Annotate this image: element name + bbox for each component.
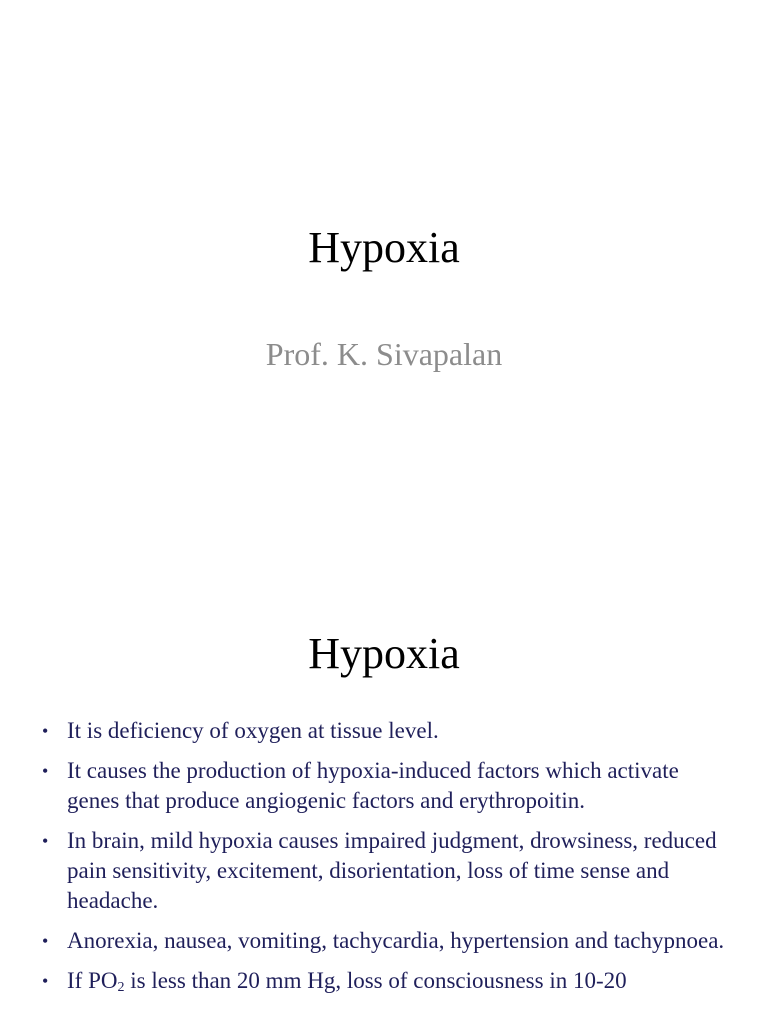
slide-title-heading: Hypoxia: [308, 223, 460, 272]
bullet-icon: •: [42, 721, 49, 741]
bullet-item: [42, 966, 732, 996]
bullet-text-prefix: If PO: [67, 968, 118, 993]
slide-content: [0, 576, 768, 1024]
bullet-icon: •: [42, 761, 49, 781]
bullet-text: It is deficiency of oxygen at tissue level.: [67, 718, 439, 743]
bullet-text: It causes the production of hypoxia-induced factors which activate genes that produce angiogenic factors and erythropoitin.: [67, 758, 679, 813]
bullet-icon: •: [42, 971, 49, 991]
bullet-item: [42, 756, 732, 816]
bullet-icon: •: [42, 931, 49, 951]
bullet-text-suffix: is less than 20 mm Hg, loss of consciousness in 10-20: [124, 968, 627, 993]
bullet-item: [42, 926, 732, 956]
slide-content-heading: Hypoxia: [308, 629, 460, 678]
bullet-item: [42, 826, 732, 916]
slide-author: Prof. K. Sivapalan: [265, 336, 503, 372]
bullet-text: In brain, mild hypoxia causes impaired judgment, drowsiness, reduced pain sensitivity, excitement, disorientation, loss of time sense and headache.: [67, 828, 717, 913]
bullet-item: [42, 716, 732, 746]
subscript-two: 2: [117, 980, 125, 995]
bullet-text: Anorexia, nausea, vomiting, tachycardia, hypertension and tachypnoea.: [67, 928, 725, 953]
bullet-icon: •: [42, 831, 49, 851]
bullet-list: [42, 716, 732, 1006]
